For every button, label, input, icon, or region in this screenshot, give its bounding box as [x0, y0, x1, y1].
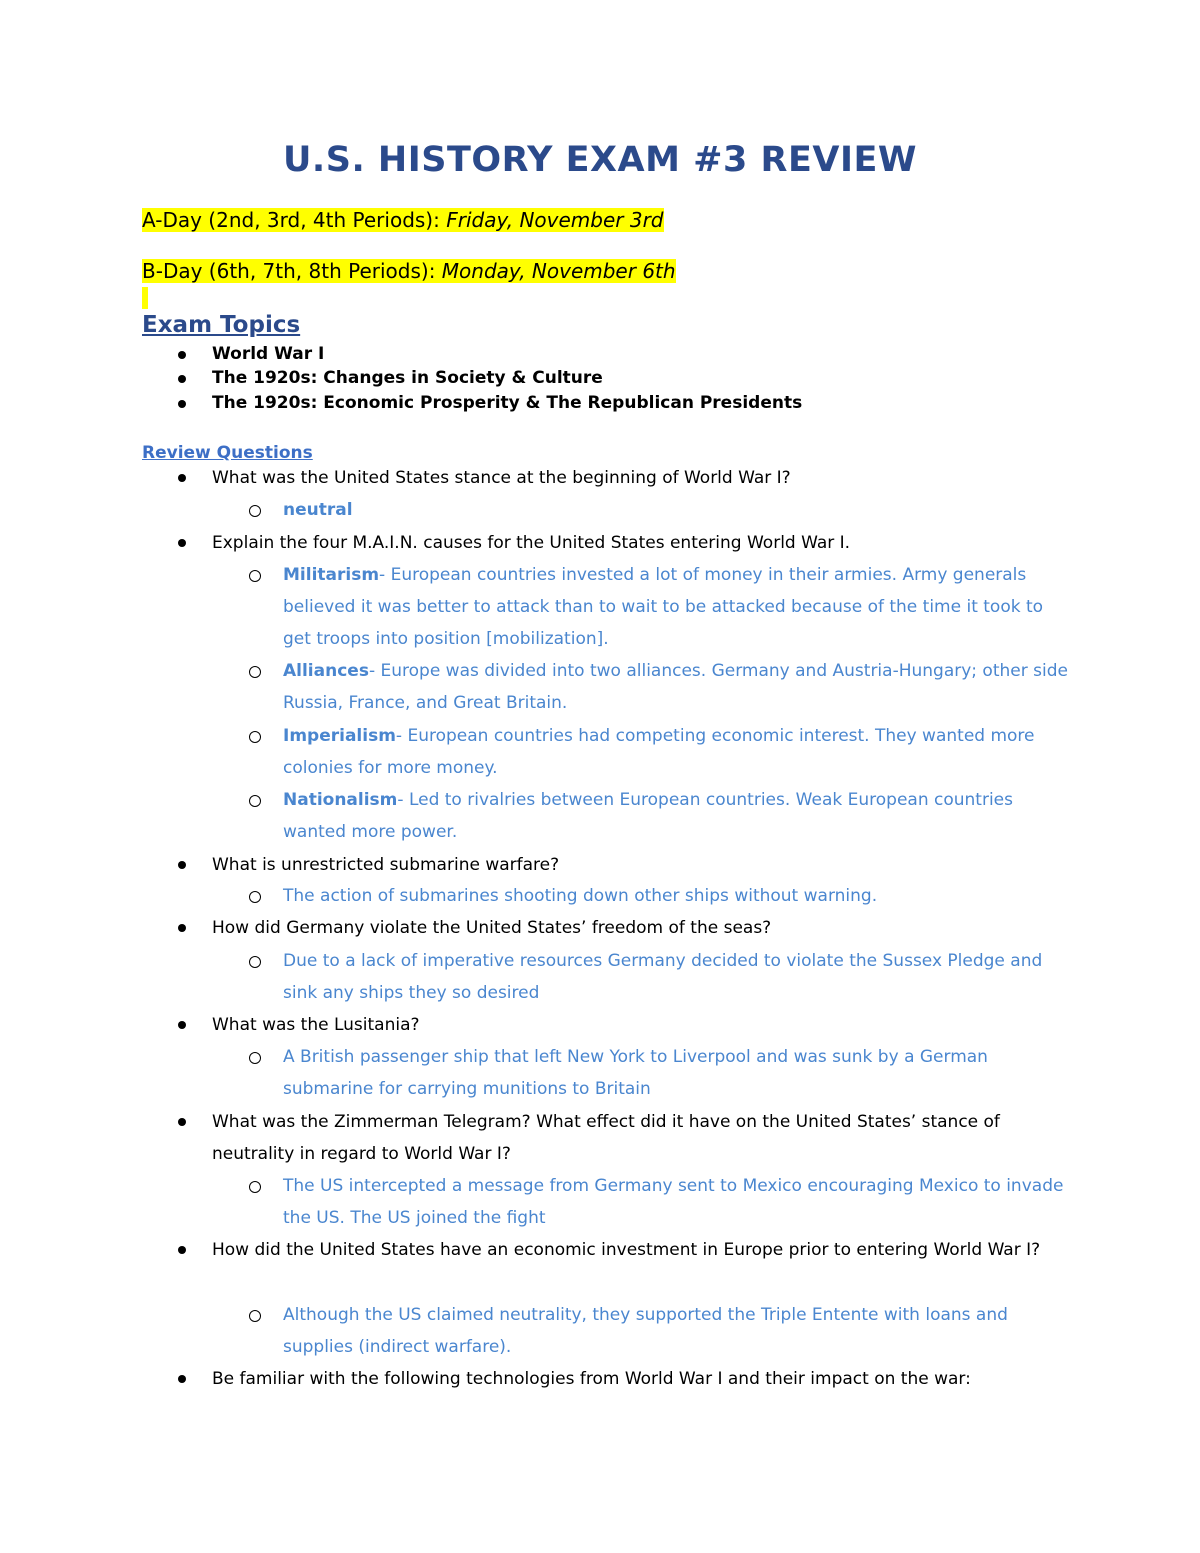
- bullet-icon: [178, 861, 186, 869]
- topic-item: The 1920s: Economic Prosperity & The Republican Presidents: [212, 393, 803, 413]
- answer-item: Militarism- European countries invested a lot of money in their armies. Army generals believed it was better to attack than to wait to be attacked because of the time it took to get troops into position [mobilization].: [283, 565, 1044, 649]
- a-day-date: Friday, November 3rd: [446, 208, 664, 232]
- answer-item: Although the US claimed neutrality, they supported the Triple Entente with loans and supplies (indirect warfare).: [283, 1305, 1008, 1357]
- a-day-label: A-Day (2nd, 3rd, 4th Periods):: [142, 208, 440, 232]
- question-item: What was the Zimmerman Telegram? What effect did it have on the United States’ stance of neutrality in regard to World War I?: [212, 1112, 1000, 1164]
- circle-bullet-icon: [249, 731, 261, 743]
- circle-bullet-icon: [249, 891, 261, 903]
- exam-topics-heading: Exam Topics: [142, 312, 301, 338]
- answer-item: The US intercepted a message from Germany sent to Mexico encouraging Mexico to invade the US. The US joined the fight: [283, 1176, 1064, 1228]
- bullet-icon: [178, 474, 186, 482]
- question-item: How did the United States have an economic investment in Europe prior to entering World War I?: [212, 1240, 1041, 1260]
- question-item: What was the Lusitania?: [212, 1015, 420, 1035]
- question-item: Be familiar with the following technologies from World War I and their impact on the war:: [212, 1369, 971, 1389]
- b-day-line: [142, 259, 676, 283]
- circle-bullet-icon: [249, 1181, 261, 1193]
- page-title: U.S. HISTORY EXAM #3 REVIEW: [283, 140, 917, 180]
- question-item: What is unrestricted submarine warfare?: [212, 855, 560, 875]
- topic-item: World War I: [212, 344, 325, 364]
- bullet-icon: [178, 400, 186, 408]
- question-item: How did Germany violate the United States’ freedom of the seas?: [212, 918, 772, 938]
- answer-item: Nationalism- Led to rivalries between European countries. Weak European countries wanted more power.: [283, 790, 1013, 842]
- review-questions-heading: Review Questions: [142, 443, 313, 463]
- bullet-icon: [178, 1118, 186, 1126]
- answer-item: The action of submarines shooting down other ships without warning.: [283, 886, 878, 906]
- circle-bullet-icon: [249, 795, 261, 807]
- topic-item: The 1920s: Changes in Society & Culture: [212, 368, 603, 388]
- b-day-label: B-Day (6th, 7th, 8th Periods):: [142, 259, 436, 283]
- answer-item: Due to a lack of imperative resources Germany decided to violate the Sussex Pledge and sink any ships they so desired: [283, 951, 1043, 1003]
- question-item: What was the United States stance at the beginning of World War I?: [212, 468, 791, 488]
- b-day-date: Monday, November 6th: [441, 259, 676, 283]
- bullet-icon: [178, 539, 186, 547]
- highlight-mark: [142, 287, 148, 309]
- bullet-icon: [178, 1021, 186, 1029]
- circle-bullet-icon: [249, 666, 261, 678]
- bullet-icon: [178, 1375, 186, 1383]
- answer-item: neutral: [283, 500, 353, 520]
- circle-bullet-icon: [249, 956, 261, 968]
- circle-bullet-icon: [249, 570, 261, 582]
- circle-bullet-icon: [249, 505, 261, 517]
- question-item: Explain the four M.A.I.N. causes for the United States entering World War I.: [212, 533, 851, 553]
- bullet-icon: [178, 924, 186, 932]
- bullet-icon: [178, 1246, 186, 1254]
- circle-bullet-icon: [249, 1310, 261, 1322]
- bullet-icon: [178, 375, 186, 383]
- a-day-line: [142, 208, 664, 232]
- circle-bullet-icon: [249, 1052, 261, 1064]
- answer-item: A British passenger ship that left New York to Liverpool and was sunk by a German submarine for carrying munitions to Britain: [283, 1047, 988, 1099]
- answer-item: Alliances- Europe was divided into two alliances. Germany and Austria-Hungary; other side Russia, France, and Great Britain.: [283, 661, 1068, 713]
- bullet-icon: [178, 351, 186, 359]
- answer-item: Imperialism- European countries had competing economic interest. They wanted more colonies for more money.: [283, 726, 1035, 778]
